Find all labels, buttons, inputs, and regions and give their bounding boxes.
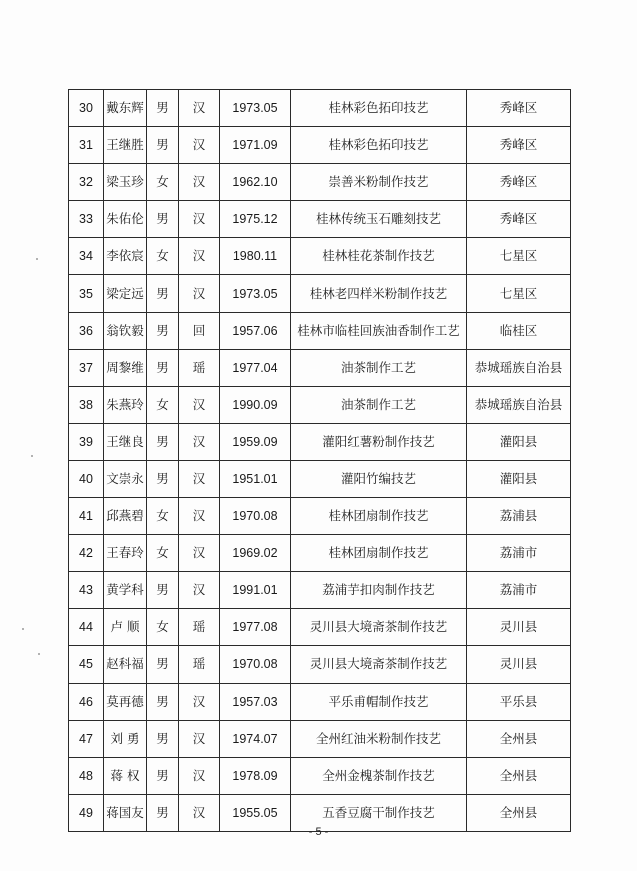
table-row (69, 90, 571, 127)
table-row (69, 572, 571, 609)
gender-cell: 男 (147, 349, 179, 386)
gender-cell: 男 (147, 275, 179, 312)
table-row (69, 349, 571, 386)
row-number-cell: 44 (69, 609, 104, 646)
name-cell: 周黎维 (104, 349, 147, 386)
gender-cell: 男 (147, 423, 179, 460)
table-row (69, 498, 571, 535)
project-cell: 桂林彩色拓印技艺 (291, 90, 467, 127)
name-cell: 王继胜 (104, 127, 147, 164)
row-number-cell: 42 (69, 535, 104, 572)
project-cell: 平乐甫帽制作技艺 (291, 683, 467, 720)
name-cell: 刘 勇 (104, 720, 147, 757)
ethnicity-cell: 瑶 (179, 609, 220, 646)
region-cell: 灌阳县 (467, 460, 571, 497)
name-cell: 卢 顺 (104, 609, 147, 646)
ethnicity-cell: 汉 (179, 164, 220, 201)
project-cell: 灌阳竹编技艺 (291, 460, 467, 497)
birth-date-cell: 1973.05 (220, 90, 291, 127)
table-row (69, 646, 571, 683)
region-cell: 恭城瑶族自治县 (467, 349, 571, 386)
table-row (69, 720, 571, 757)
scan-speck (31, 455, 33, 457)
ethnicity-cell: 汉 (179, 238, 220, 275)
birth-date-cell: 1970.08 (220, 646, 291, 683)
project-cell: 全州红油米粉制作技艺 (291, 720, 467, 757)
inheritor-table (68, 89, 571, 832)
project-cell: 灌阳红薯粉制作技艺 (291, 423, 467, 460)
birth-date-cell: 1957.03 (220, 683, 291, 720)
ethnicity-cell: 瑶 (179, 349, 220, 386)
region-cell: 灌阳县 (467, 423, 571, 460)
region-cell: 全州县 (467, 794, 571, 831)
row-number-cell: 46 (69, 683, 104, 720)
region-cell: 恭城瑶族自治县 (467, 386, 571, 423)
row-number-cell: 39 (69, 423, 104, 460)
region-cell: 秀峰区 (467, 201, 571, 238)
birth-date-cell: 1973.05 (220, 275, 291, 312)
row-number-cell: 43 (69, 572, 104, 609)
region-cell: 临桂区 (467, 312, 571, 349)
row-number-cell: 40 (69, 460, 104, 497)
project-cell: 荔浦芋扣肉制作技艺 (291, 572, 467, 609)
gender-cell: 男 (147, 460, 179, 497)
name-cell: 李依宸 (104, 238, 147, 275)
name-cell: 梁玉珍 (104, 164, 147, 201)
row-number-cell: 48 (69, 757, 104, 794)
row-number-cell: 38 (69, 386, 104, 423)
row-number-cell: 36 (69, 312, 104, 349)
birth-date-cell: 1990.09 (220, 386, 291, 423)
ethnicity-cell: 汉 (179, 757, 220, 794)
name-cell: 梁定远 (104, 275, 147, 312)
region-cell: 荔浦县 (467, 498, 571, 535)
row-number-cell: 35 (69, 275, 104, 312)
gender-cell: 男 (147, 90, 179, 127)
region-cell: 秀峰区 (467, 90, 571, 127)
table-row (69, 609, 571, 646)
region-cell: 秀峰区 (467, 164, 571, 201)
table-row (69, 164, 571, 201)
table-row (69, 386, 571, 423)
gender-cell: 男 (147, 201, 179, 238)
ethnicity-cell: 汉 (179, 498, 220, 535)
ethnicity-cell: 汉 (179, 275, 220, 312)
gender-cell: 女 (147, 498, 179, 535)
name-cell: 邱燕碧 (104, 498, 147, 535)
birth-date-cell: 1975.12 (220, 201, 291, 238)
ethnicity-cell: 汉 (179, 535, 220, 572)
table-row (69, 201, 571, 238)
table-body (69, 90, 571, 832)
gender-cell: 女 (147, 609, 179, 646)
region-cell: 全州县 (467, 757, 571, 794)
project-cell: 桂林桂花茶制作技艺 (291, 238, 467, 275)
region-cell: 灵川县 (467, 646, 571, 683)
ethnicity-cell: 回 (179, 312, 220, 349)
row-number-cell: 33 (69, 201, 104, 238)
birth-date-cell: 1971.09 (220, 127, 291, 164)
birth-date-cell: 1962.10 (220, 164, 291, 201)
region-cell: 平乐县 (467, 683, 571, 720)
region-cell: 七星区 (467, 238, 571, 275)
gender-cell: 男 (147, 683, 179, 720)
name-cell: 王继良 (104, 423, 147, 460)
ethnicity-cell: 汉 (179, 90, 220, 127)
table-row (69, 460, 571, 497)
table-row (69, 238, 571, 275)
birth-date-cell: 1969.02 (220, 535, 291, 572)
ethnicity-cell: 汉 (179, 386, 220, 423)
birth-date-cell: 1970.08 (220, 498, 291, 535)
gender-cell: 男 (147, 572, 179, 609)
gender-cell: 男 (147, 757, 179, 794)
scan-speck (36, 258, 38, 260)
birth-date-cell: 1959.09 (220, 423, 291, 460)
birth-date-cell: 1978.09 (220, 757, 291, 794)
row-number-cell: 49 (69, 794, 104, 831)
gender-cell: 男 (147, 794, 179, 831)
gender-cell: 男 (147, 720, 179, 757)
region-cell: 秀峰区 (467, 127, 571, 164)
gender-cell: 男 (147, 127, 179, 164)
gender-cell: 男 (147, 646, 179, 683)
gender-cell: 女 (147, 164, 179, 201)
ethnicity-cell: 瑶 (179, 646, 220, 683)
birth-date-cell: 1991.01 (220, 572, 291, 609)
project-cell: 崇善米粉制作技艺 (291, 164, 467, 201)
ethnicity-cell: 汉 (179, 683, 220, 720)
project-cell: 全州金槐茶制作技艺 (291, 757, 467, 794)
gender-cell: 女 (147, 238, 179, 275)
birth-date-cell: 1977.04 (220, 349, 291, 386)
project-cell: 五香豆腐干制作技艺 (291, 794, 467, 831)
ethnicity-cell: 汉 (179, 423, 220, 460)
project-cell: 油茶制作工艺 (291, 386, 467, 423)
project-cell: 桂林传统玉石雕刻技艺 (291, 201, 467, 238)
birth-date-cell: 1977.08 (220, 609, 291, 646)
project-cell: 桂林市临桂回族油香制作工艺 (291, 312, 467, 349)
row-number-cell: 41 (69, 498, 104, 535)
row-number-cell: 47 (69, 720, 104, 757)
region-cell: 荔浦市 (467, 572, 571, 609)
ethnicity-cell: 汉 (179, 127, 220, 164)
project-cell: 桂林彩色拓印技艺 (291, 127, 467, 164)
ethnicity-cell: 汉 (179, 794, 220, 831)
table-row (69, 683, 571, 720)
ethnicity-cell: 汉 (179, 572, 220, 609)
name-cell: 翁钦毅 (104, 312, 147, 349)
region-cell: 全州县 (467, 720, 571, 757)
ethnicity-cell: 汉 (179, 201, 220, 238)
row-number-cell: 37 (69, 349, 104, 386)
gender-cell: 女 (147, 535, 179, 572)
table-row (69, 127, 571, 164)
row-number-cell: 31 (69, 127, 104, 164)
name-cell: 蒋 权 (104, 757, 147, 794)
birth-date-cell: 1974.07 (220, 720, 291, 757)
gender-cell: 男 (147, 312, 179, 349)
table-row (69, 423, 571, 460)
name-cell: 文崇永 (104, 460, 147, 497)
birth-date-cell: 1957.06 (220, 312, 291, 349)
scan-speck (38, 653, 40, 655)
row-number-cell: 34 (69, 238, 104, 275)
table-row (69, 275, 571, 312)
name-cell: 戴东辉 (104, 90, 147, 127)
project-cell: 桂林团扇制作技艺 (291, 498, 467, 535)
ethnicity-cell: 汉 (179, 460, 220, 497)
name-cell: 蒋国友 (104, 794, 147, 831)
name-cell: 莫再德 (104, 683, 147, 720)
name-cell: 朱燕玲 (104, 386, 147, 423)
name-cell: 王春玲 (104, 535, 147, 572)
name-cell: 朱佑伦 (104, 201, 147, 238)
row-number-cell: 30 (69, 90, 104, 127)
region-cell: 荔浦市 (467, 535, 571, 572)
table-row (69, 757, 571, 794)
region-cell: 灵川县 (467, 609, 571, 646)
name-cell: 黄学科 (104, 572, 147, 609)
row-number-cell: 32 (69, 164, 104, 201)
project-cell: 桂林老四样米粉制作技艺 (291, 275, 467, 312)
table-row (69, 535, 571, 572)
project-cell: 灵川县大境斋茶制作技艺 (291, 609, 467, 646)
name-cell: 赵科福 (104, 646, 147, 683)
birth-date-cell: 1980.11 (220, 238, 291, 275)
page-number: - 5 - (308, 826, 329, 838)
project-cell: 桂林团扇制作技艺 (291, 535, 467, 572)
gender-cell: 女 (147, 386, 179, 423)
ethnicity-cell: 汉 (179, 720, 220, 757)
birth-date-cell: 1955.05 (220, 794, 291, 831)
birth-date-cell: 1951.01 (220, 460, 291, 497)
project-cell: 灵川县大境斋茶制作技艺 (291, 646, 467, 683)
row-number-cell: 45 (69, 646, 104, 683)
table-row (69, 312, 571, 349)
region-cell: 七星区 (467, 275, 571, 312)
project-cell: 油茶制作工艺 (291, 349, 467, 386)
scan-speck (22, 628, 24, 630)
